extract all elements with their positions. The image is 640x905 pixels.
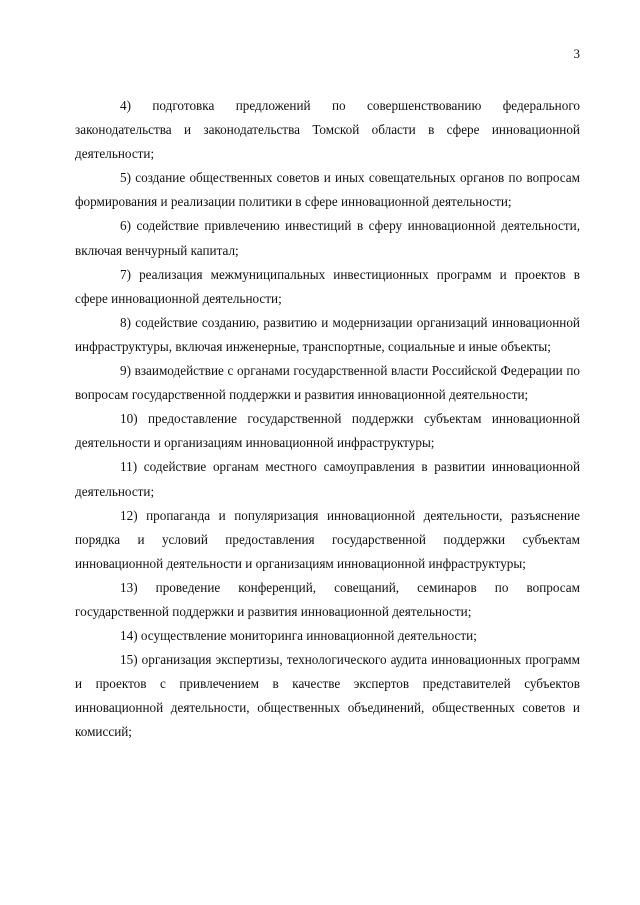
list-item-13: 13) проведение конференций, совещаний, семинаров по вопросам государственной поддержки и развития инновационной деятельности;	[75, 579, 580, 619]
list-item-8: 8) содействие созданию, развитию и модернизации организаций инновационной инфраструктуры, включая инженерные, транспортные, социальные и иные объекты;	[75, 314, 580, 354]
list-item-14: 14) осуществление мониторинга инновационной деятельности;	[120, 628, 477, 644]
list-item-6: 6) содействие привлечению инвестиций в сферу инновационной деятельности, включая венчурный капитал;	[75, 218, 580, 258]
list-item-10: 10) предоставление государственной поддержки субъектам инновационной деятельности и организациям инновационной инфраструктуры;	[75, 411, 580, 451]
document-body	[75, 94, 580, 745]
list-item-12: 12) пропаганда и популяризация инновационной деятельности, разъяснение порядка и условий предоставления государственной поддержки субъектам инновационной деятельности и организациям инновационной инфраструктуры;	[75, 507, 580, 571]
list-item-7: 7) реализация межмуниципальных инвестиционных программ и проектов в сфере инновационной деятельности;	[75, 266, 580, 306]
list-item-11: 11) содействие органам местного самоуправления в развитии инновационной деятельности;	[75, 459, 580, 499]
page-number: 3	[573, 46, 580, 61]
list-item-5: 5) создание общественных советов и иных совещательных органов по вопросам формирования и реализации политики в сфере инновационной деятельности;	[75, 170, 580, 210]
list-item-9: 9) взаимодействие с органами государственной власти Российской Федерации по вопросам государственной поддержки и развития инновационной деятельности;	[75, 363, 580, 403]
list-item-15: 15) организация экспертизы, технологического аудита инновационных программ и проектов с привлечением в качестве экспертов представителей субъектов инновационной деятельности, общественных объединений, общественных советов и комиссий;	[75, 652, 580, 740]
list-item-4: 4) подготовка предложений по совершенствованию федерального законодательства и законодательства Томской области в сфере инновационной деятельности;	[75, 98, 580, 162]
